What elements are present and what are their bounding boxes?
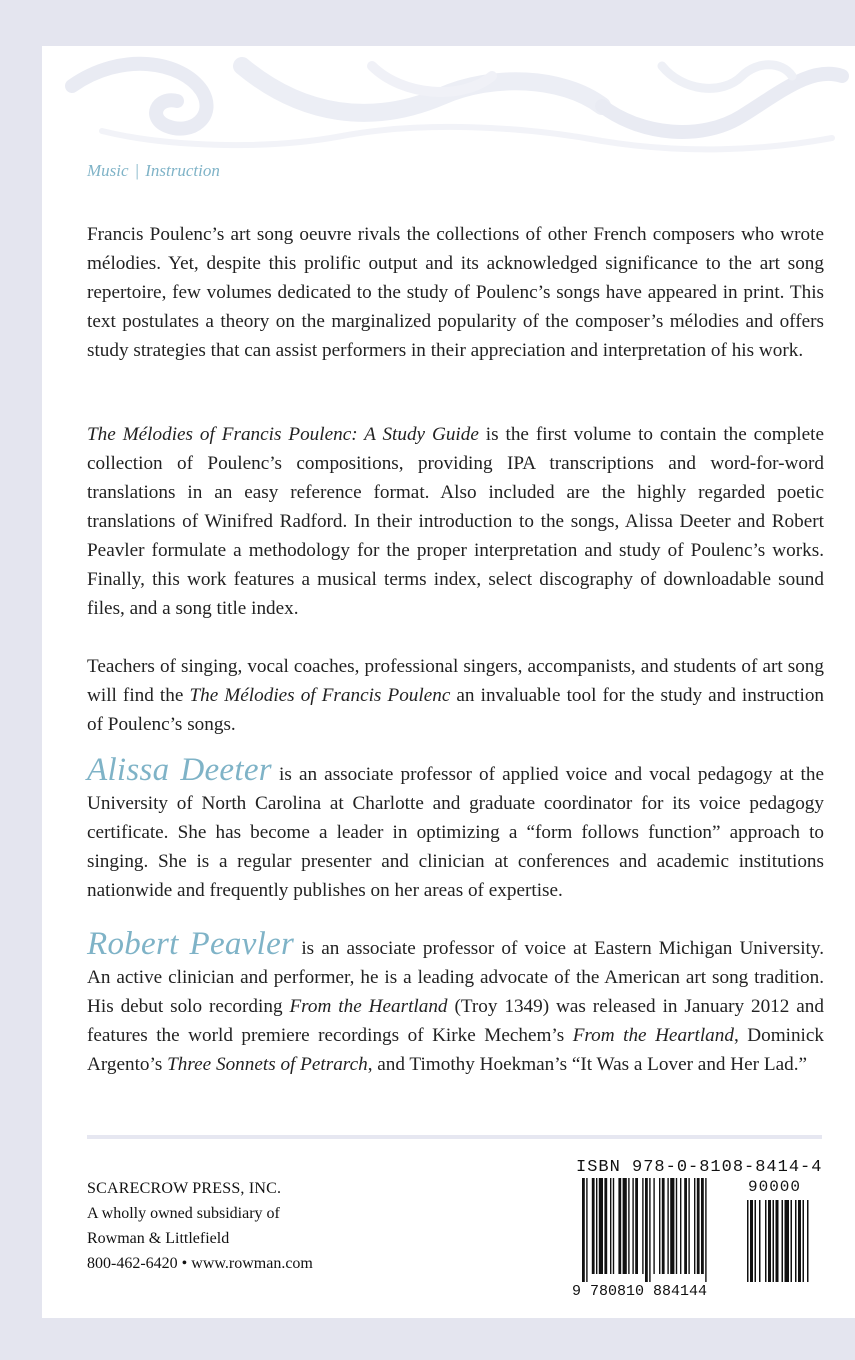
barcode-addon-bar [755,1200,757,1282]
barcode-addon-bar [791,1200,793,1282]
publisher-parent: Rowman & Littlefield [87,1230,230,1247]
category-separator: | [134,161,140,180]
barcode-digits: 9 780810 884144 [572,1283,708,1300]
barcode-bar [596,1178,597,1274]
recording-title: From the Heartland [289,996,448,1017]
barcode-bar [649,1178,650,1282]
barcode-addon-bar [785,1200,790,1282]
barcode-bar [586,1178,587,1282]
barcode-bar [628,1178,629,1274]
work-title-heartland: From the Heartland [572,1025,734,1046]
isbn-barcode [572,1154,827,1302]
barcode-bar [604,1178,607,1274]
barcode-bar [688,1178,689,1274]
barcode-bar [694,1178,695,1274]
author-name-peavler: Robert Peavler [87,926,295,962]
barcode-bar [635,1178,638,1274]
barcode-addon-bar [803,1200,805,1282]
book-title-short: The Mélodies of Francis Poulenc [189,685,451,706]
publisher-contact: 800-462-6420 • www.rowman.com [87,1255,313,1272]
author-bio-deeter-text: is an associate professor of applied voice and vocal pedagogy at the University of North Carolina at Charlotte and graduate coordinator for its voice pedagogy certificate. She has become a leader in optimizing a “form follows function” approach to singing. She is a regular presenter and clinician at conferences and academic institutions nationwide and frequently publishes on her areas of expertise. [87,764,824,901]
author-bio-deeter [87,752,824,905]
barcode-addon-bar [747,1200,749,1282]
paragraph-3-before: Teachers of singing, vocal coaches, professional singers, accompanists, and students of art song will find the [87,656,824,706]
barcode-addon-bar [798,1200,801,1282]
barcode-addon-bar [765,1200,767,1282]
publisher-subsidiary: A wholly owned subsidiary of [87,1205,280,1222]
barcode-bar [684,1178,687,1274]
divider [87,1135,822,1139]
barcode-bar [680,1178,681,1274]
barcode-bar [667,1178,668,1274]
author-bio-peavler-text-b: (Troy 1349) was released in January 2012 and features the world premiere recordings of Kirke Mechem’s [87,996,824,1046]
description-paragraph-3 [87,652,824,739]
barcode-bar [701,1178,704,1274]
barcode-bar [618,1178,621,1274]
description-paragraph-2 [87,420,824,623]
category-primary: Music [87,161,129,180]
barcode-bar [659,1178,660,1274]
book-title: The Mélodies of Francis Poulenc: A Study Guide [87,424,479,445]
author-name-deeter: Alissa Deeter [87,752,272,788]
category-label [87,161,220,181]
category-secondary: Instruction [145,161,220,180]
author-bio-peavler-text-c: , Dominick Argento’s [87,1025,824,1075]
barcode-bar [642,1178,643,1274]
barcode-addon-bar [807,1200,809,1282]
description-paragraph-1: Francis Poulenc’s art song oeuvre rivals the collections of other French composers who wrote mélodies. Yet, despite this prolific output and its acknowledged significance to the art song repertoire, few volumes dedicated to the study of Poulenc’s songs have appeared in print. This text postulates a theory on the marginalized popularity of the composer’s mélodies and offers study strategies that can assist performers in their appreciation and interpretation of his work. [87,224,824,361]
barcode-bar [623,1178,627,1274]
publisher-block [87,1176,313,1276]
barcode-addon-bar [782,1200,784,1282]
barcode-addon-bar [773,1200,775,1282]
barcode-bar [697,1178,700,1274]
back-cover [42,46,855,1318]
isbn-number: ISBN 978-0-8108-8414-4 [576,1158,823,1177]
barcode-addon-bar [750,1200,753,1282]
barcode-addon-bar [795,1200,797,1282]
barcode-bar [653,1178,654,1274]
barcode-bar [599,1178,603,1274]
barcode-bar [676,1178,677,1274]
author-bio-peavler [87,926,824,1079]
barcode-addon-digits: 90000 [748,1178,802,1196]
publisher-name: SCARECROW PRESS, INC. [87,1180,282,1197]
barcode-addon-bar [768,1200,771,1282]
barcode-bar [613,1178,614,1274]
barcode-bar [632,1178,633,1274]
paragraph-3-after: an invaluable tool for the study and instruction of Poulenc’s songs. [87,685,825,735]
barcode-bar [610,1178,611,1274]
decorative-flourish [42,46,855,156]
work-title-sonnets: Three Sonnets of Petrarch [167,1054,368,1075]
barcode-bar [705,1178,706,1282]
barcode-bar [645,1178,648,1282]
paragraph-2-text: is the first volume to contain the complete collection of Poulenc’s compositions, providing IPA transcriptions and word-for-word translations in an easy reference format. Also included are the highly regarded poetic translations of Winifred Radford. In their introduction to the songs, Alissa Deeter and Robert Peavler formulate a methodology for the proper interpretation and study of Poulenc’s works. Finally, this work features a musical terms index, select discography of downloadable sound files, and a song title index. [87,424,824,619]
author-bio-peavler-text-a: is an associate professor of voice at Eastern Michigan University. An active clinician and performer, he is a leading advocate of the American art song tradition. His debut solo recording [87,938,824,1017]
barcode-bar [662,1178,665,1274]
barcode-bar [670,1178,674,1274]
barcode-addon-bar [759,1200,761,1282]
barcode-bar [582,1178,585,1282]
barcode-bar [592,1178,595,1274]
barcode-addon-bar [776,1200,779,1282]
author-bio-peavler-text-d: , and Timothy Hoekman’s “It Was a Lover and Her Lad.” [367,1054,808,1075]
